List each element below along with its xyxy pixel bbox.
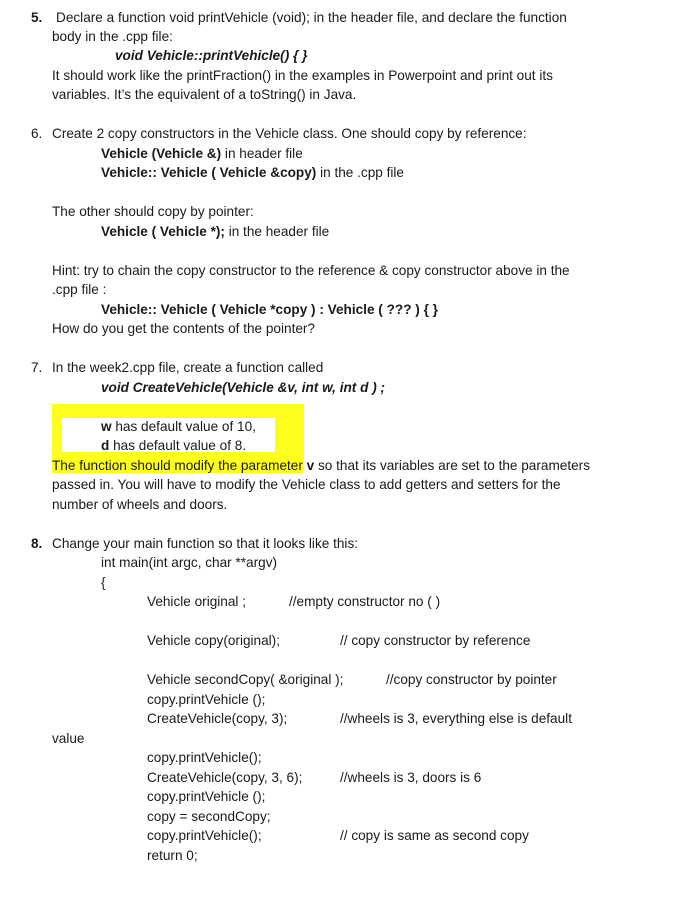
item-6-hint-1: Hint: try to chain the copy constructor to the reference & copy constructor above in the [52,263,570,278]
item-5-line-3: It should work like the printFraction() in the examples in Powerpoint and print out its [52,68,553,83]
d-label: d [101,438,110,453]
w-text: has default value of 10, [111,419,256,434]
item-6-ref-header [101,144,303,164]
main-signature: int main(int argc, char **argv) [101,555,278,570]
item-6-hint-2: .cpp file : [52,282,107,297]
item-6-ref-cpp [101,163,404,183]
item-5-number: 5. [31,10,43,25]
item-5-code: void Vehicle::printVehicle() { } [115,48,308,63]
code-line: CreateVehicle(copy, 3, 6); [147,770,303,785]
code-line: Vehicle original ; [147,594,246,609]
modify-rest: so that its variables are set to the parameters [314,458,591,473]
code-comment: //empty constructor no ( ) [289,594,441,609]
item-7-w-default [101,417,256,437]
ref-cpp-code: Vehicle:: Vehicle ( Vehicle &copy) [101,165,317,180]
modify-param-v: v [302,458,315,473]
ptr-header-code: Vehicle ( Vehicle *); [101,224,225,239]
code-line: copy.printVehicle(); [147,750,262,765]
ptr-header-text: in the header file [224,224,330,239]
item-6-pointer-intro: The other should copy by pointer: [52,204,254,219]
modify-highlighted: The function should modify the parameter [52,458,303,473]
code-line: copy.printVehicle (); [147,789,266,804]
code-line: copy.printVehicle (); [147,692,266,707]
code-comment: // copy is same as second copy [340,828,529,843]
item-8-number: 8. [31,536,43,551]
item-7-modify-3: number of wheels and doors. [52,497,228,512]
item-5-line-4: variables. It’s the equivalent of a toString() in Java. [52,87,357,102]
code-comment: //wheels is 3, doors is 6 [340,770,482,785]
ref-cpp-text: in the .cpp file [316,165,404,180]
d-text: has default value of 8. [109,438,247,453]
item-6-question: How do you get the contents of the pointer? [52,321,315,336]
item-7-d-default [101,436,246,456]
w-label: w [101,419,112,434]
item-7-code: void CreateVehicle(Vehicle &v, int w, int d ) ; [101,380,386,395]
code-comment: //wheels is 3, everything else is default [340,711,572,726]
item-8-line-1: Change your main function so that it looks like this: [52,536,359,551]
code-line: return 0; [147,848,198,863]
item-6-ptr-header [101,222,329,242]
item-7-modify-2: passed in. You will have to modify the Vehicle class to add getters and setters for the [52,477,561,492]
item-7-modify-1 [52,456,590,476]
item-6-line-1: Create 2 copy constructors in the Vehicle class. One should copy by reference: [52,126,527,141]
stray-value-word: value [52,731,85,746]
code-line: Vehicle secondCopy( &original ); [147,672,344,687]
main-open-brace: { [101,575,106,590]
code-comment: // copy constructor by reference [340,633,531,648]
item-7-line-1: In the week2.cpp file, create a function called [52,360,324,375]
code-line: copy.printVehicle(); [147,828,262,843]
code-line: CreateVehicle(copy, 3); [147,711,288,726]
code-line: Vehicle copy(original); [147,633,280,648]
item-5-line-1: Declare a function void printVehicle (void); in the header file, and declare the function [56,10,567,25]
ref-header-code: Vehicle (Vehicle &) [101,146,222,161]
item-7-number: 7. [31,360,43,375]
code-line: copy = secondCopy; [147,809,271,824]
code-comment: //copy constructor by pointer [386,672,557,687]
item-5-line-2: body in the .cpp file: [52,29,173,44]
item-6-hint-code: Vehicle:: Vehicle ( Vehicle *copy ) : Vehicle ( ??? ) { } [101,302,438,317]
item-6-number: 6. [31,126,43,141]
ref-header-text: in header file [221,146,303,161]
